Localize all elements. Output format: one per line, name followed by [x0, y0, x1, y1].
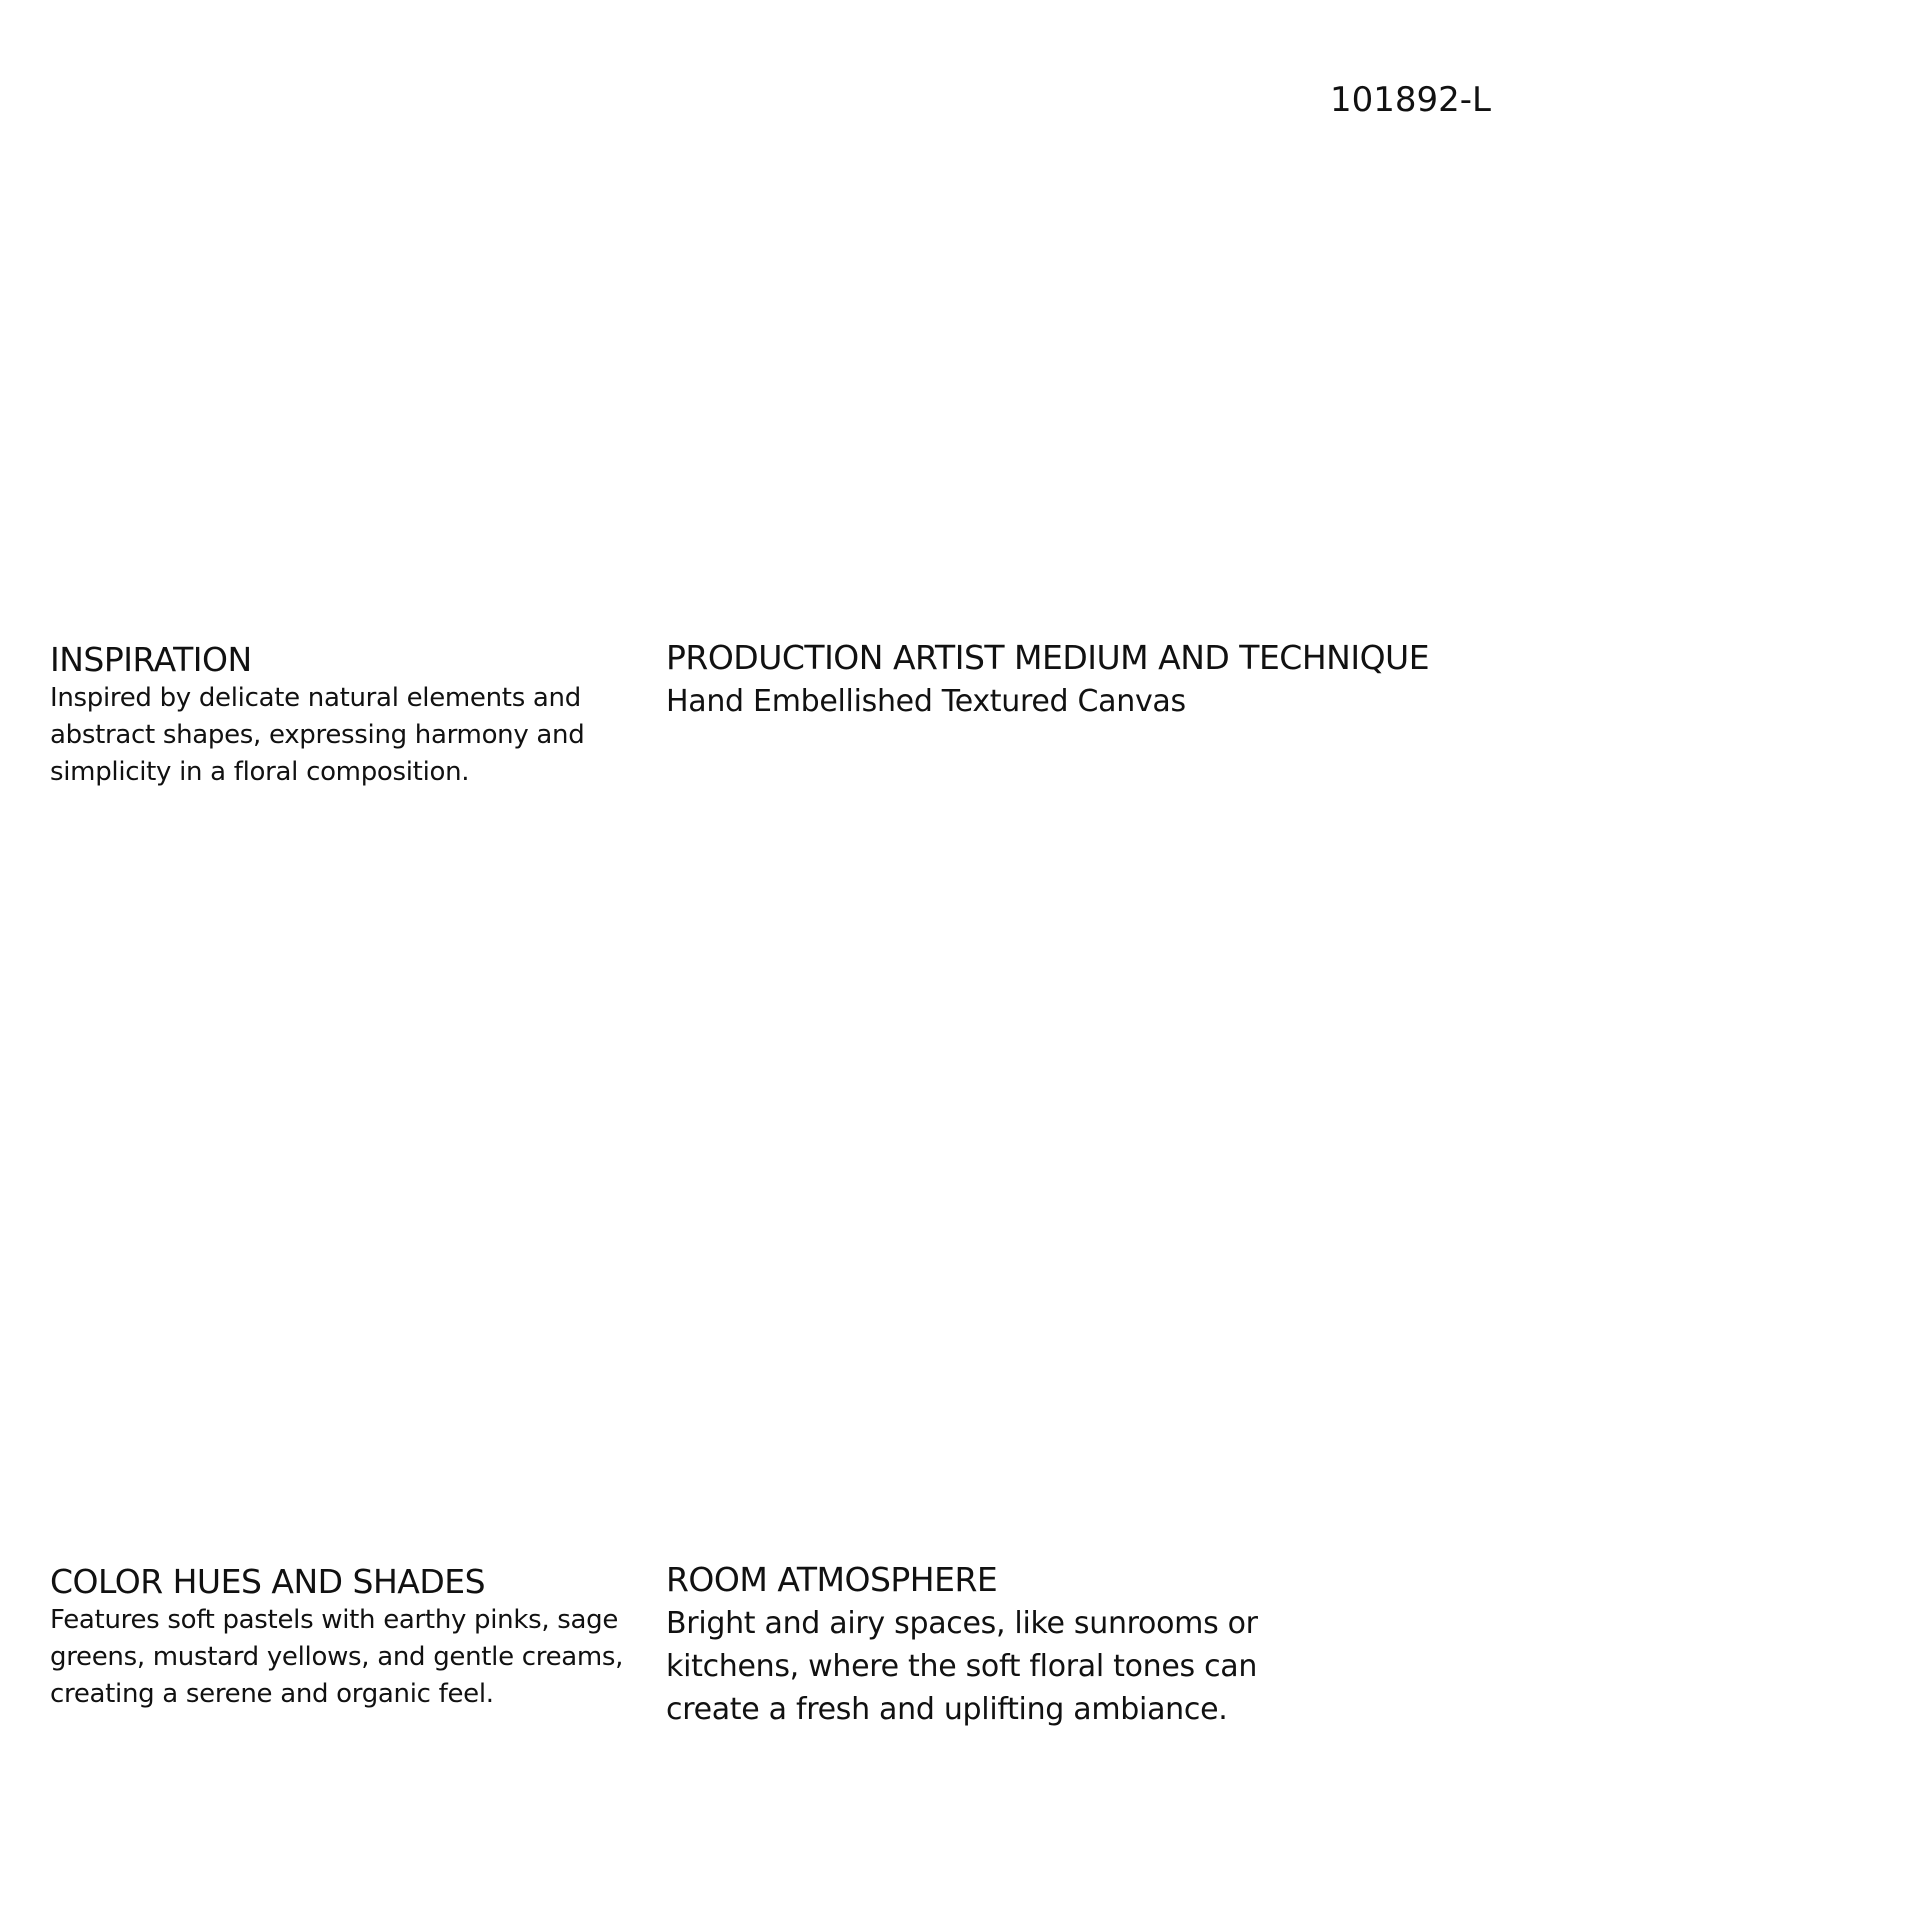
- product-code: 101892-L: [1330, 80, 1492, 120]
- inspiration-heading: INSPIRATION: [50, 640, 252, 679]
- room-atmosphere-heading: ROOM ATMOSPHERE: [666, 1560, 998, 1599]
- medium-technique-heading: PRODUCTION ARTIST MEDIUM AND TECHNIQUE: [666, 638, 1430, 677]
- inspiration-section: [50, 640, 650, 791]
- room-atmosphere-section: [666, 1560, 1386, 1731]
- medium-technique-section: [666, 638, 1566, 723]
- color-hues-section: [50, 1562, 670, 1713]
- color-hues-text: Features soft pastels with earthy pinks, sage greens, mustard yellows, and gentle creams, creating a serene and organic feel.: [50, 1605, 624, 1709]
- medium-technique-text: Hand Embellished Textured Canvas: [666, 684, 1186, 719]
- inspiration-text: Inspired by delicate natural elements and abstract shapes, expressing harmony and simplicity in a floral composition.: [50, 683, 585, 787]
- room-atmosphere-text: Bright and airy spaces, like sunrooms or kitchens, where the soft floral tones can create a fresh and uplifting ambiance.: [666, 1606, 1258, 1727]
- color-hues-heading: COLOR HUES AND SHADES: [50, 1562, 486, 1601]
